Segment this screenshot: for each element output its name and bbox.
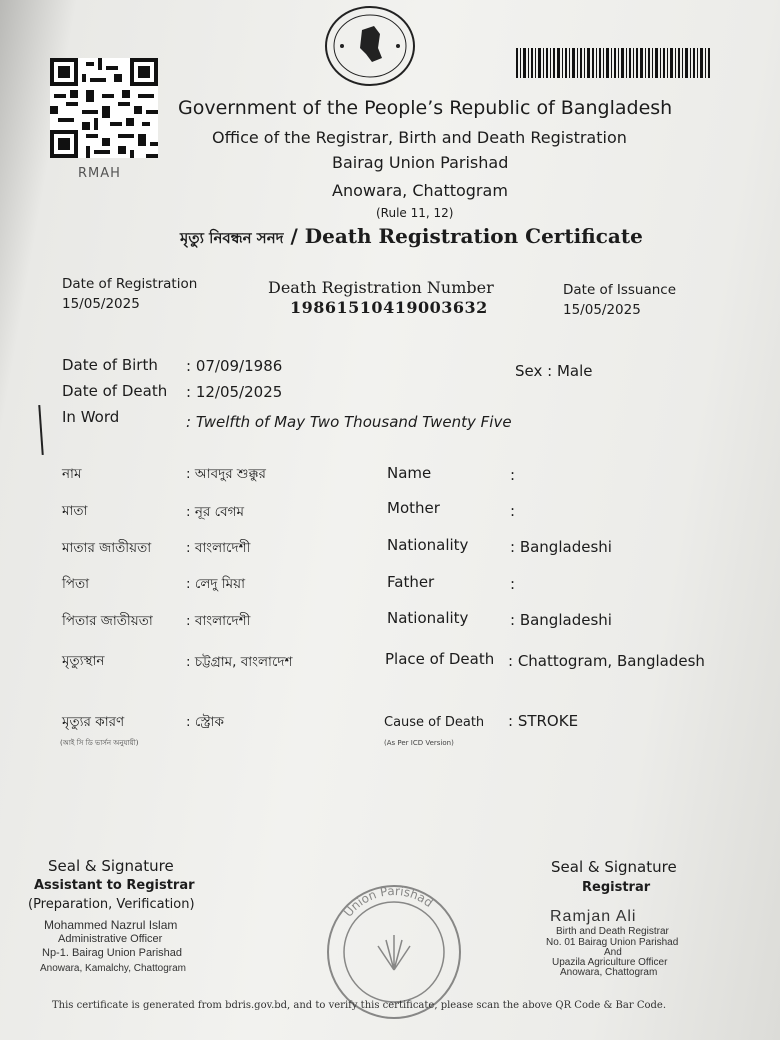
bn-label-name: নাম [62,466,82,482]
en-label-father-nationality: Nationality [387,609,469,627]
en-value-place-of-death: : Chattogram, Bangladesh [508,652,705,670]
en-label-cause: Cause of Death [384,715,485,730]
en-cause-note: (As Per ICD Version) [384,739,454,747]
en-value-father: : [510,575,516,593]
en-value-cause: : STROKE [508,712,579,730]
title-separator: / [283,224,305,248]
left-stamp-line1: Mohammed Nazrul Islam [44,918,178,932]
header-rule: (Rule 11, 12) [376,206,454,220]
inword-label: In Word [62,408,120,426]
header-office: Office of the Registrar, Birth and Death Registration [212,128,627,147]
dob-label: Date of Birth [62,356,158,374]
en-value-name: : [510,466,516,484]
dod-value: : 12/05/2025 [186,383,283,401]
bn-label-cause: মৃত্যুর কারণ [62,714,125,730]
right-stamp-line1: Ramjan Ali [550,908,637,925]
right-stamp-line5: Upazila Agriculture Officer [552,957,668,968]
right-stamp-line3: No. 01 Bairag Union Parishad [546,937,679,948]
header-union: Bairag Union Parishad [332,153,509,172]
inword-value: : Twelfth of May Two Thousand Twenty Five [186,413,512,431]
bn-value-mother: : নূর বেগম [186,504,244,520]
bn-value-cause: : স্ট্রোক [186,714,224,730]
left-signature-sub: (Preparation, Verification) [28,897,195,912]
registration-date-value: 15/05/2025 [62,296,140,312]
header-location: Anowara, Chattogram [332,181,508,200]
title-bangla: মৃত্যু নিবন্ধন সনদ [180,229,284,247]
left-stamp-line2: Administrative Officer [58,933,163,945]
bn-value-father-nationality: : বাংলাদেশী [186,613,251,629]
bn-value-place-of-death: : চট্টগ্রাম, বাংলাদেশ [186,654,293,670]
right-stamp-line4: And [604,947,622,958]
footer-note: This certificate is generated from bdris.gov.bd, and to verify this certificate, please scan the above QR Code & Bar Code. [52,1000,666,1011]
left-stamp-line3: Np-1. Bairag Union Parishad [42,947,183,959]
en-value-mother: : [510,502,516,520]
left-signature-heading: Seal & Signature [48,857,174,875]
qr-caption: RMAH [78,166,121,181]
bn-label-mother-nationality: মাতার জাতীয়তা [62,540,152,556]
registration-number-value: 19861510419003632 [290,298,488,317]
bn-value-father: : লেদু মিয়া [186,576,245,592]
bn-label-father-nationality: পিতার জাতীয়তা [62,613,153,629]
en-label-place-of-death: Place of Death [385,650,495,668]
registration-date-label: Date of Registration [62,276,198,292]
bn-value-name: : আবদুর শুক্কুর [186,466,266,482]
right-stamp-line2: Birth and Death Registrar [556,926,669,937]
left-stamp-line4: Anowara, Kamalchy, Chattogram [40,963,186,974]
registration-number-label: Death Registration Number [268,278,494,297]
dob-value: : 07/09/1986 [186,357,283,375]
en-value-father-nationality: : Bangladeshi [510,611,612,629]
right-signature-role: Registrar [582,880,651,895]
bn-label-father: পিতা [62,576,90,592]
union-parishad-seal [314,880,474,1020]
bn-label-place-of-death: মৃত্যুস্থান [62,653,105,669]
en-value-mother-nationality: : Bangladeshi [510,538,612,556]
en-label-father: Father [387,573,435,591]
left-signature-role: Assistant to Registrar [34,878,195,893]
right-stamp-line6: Anowara, Chattogram [560,967,658,978]
en-label-mother-nationality: Nationality [387,536,469,554]
issuance-date-label: Date of Issuance [563,282,677,298]
en-label-mother: Mother [387,499,440,517]
bn-value-mother-nationality: : বাংলাদেশী [186,540,251,556]
bn-label-mother: মাতা [62,503,88,519]
issuance-date-value: 15/05/2025 [563,302,641,318]
sex-field: Sex : Male [515,362,593,380]
en-label-name: Name [387,464,432,482]
header-government: Government of the People’s Republic of Bangladesh [178,97,673,119]
bn-cause-note: (আই সি ডি ভার্সন অনুযায়ী) [60,739,139,747]
right-signature-heading: Seal & Signature [551,858,677,876]
title-english: Death Registration Certificate [304,224,643,248]
dod-label: Date of Death [62,382,168,400]
seal-text: Union Parishad [341,883,436,920]
